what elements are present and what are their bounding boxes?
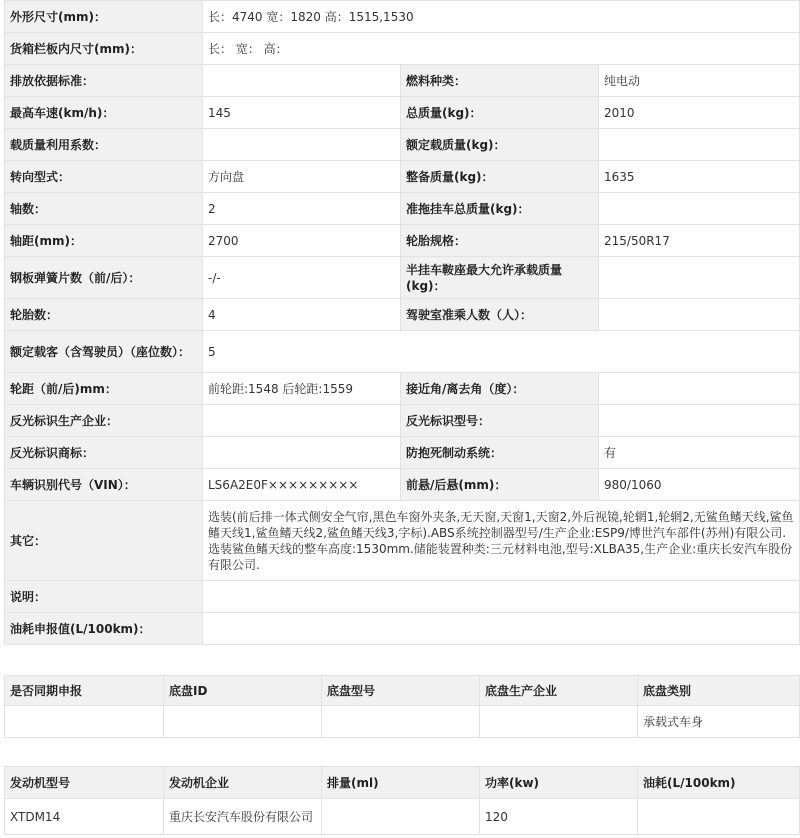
axles-label: 轴数： — [5, 193, 203, 225]
spec-row — [5, 331, 800, 373]
fuel-value: 纯电动 — [599, 65, 800, 97]
other-label: 其它： — [5, 501, 203, 581]
fuel-label: 燃料种类： — [401, 65, 599, 97]
track-value: 前轮距:1548 后轮距:1559 — [203, 373, 401, 405]
spec-row — [5, 581, 800, 613]
spec-row — [5, 501, 800, 581]
curb-mass-label: 整备质量(kg)： — [401, 161, 599, 193]
consumption-value — [203, 613, 800, 645]
steering-label: 转向型式： — [5, 161, 203, 193]
note-label: 说明： — [5, 581, 203, 613]
chassis-cell — [5, 706, 164, 738]
chassis-header: 底盘生产企业 — [480, 676, 638, 706]
seats-value: 5 — [203, 331, 800, 373]
engine-cell: 120 — [480, 799, 638, 835]
tire-label: 轮胎规格： — [401, 225, 599, 257]
cab-label: 驾驶室准乘人数（人）： — [401, 299, 599, 331]
engine-header: 排量(ml) — [322, 767, 480, 799]
chassis-header: 底盘型号 — [322, 676, 480, 706]
engine-header: 发动机型号 — [5, 767, 164, 799]
dims-label: 外形尺寸(mm)： — [5, 1, 203, 33]
curb-mass-value: 1635 — [599, 161, 800, 193]
engine-header: 发动机企业 — [164, 767, 322, 799]
spec-row — [5, 299, 800, 331]
engine-header-row — [5, 767, 800, 799]
chassis-header: 底盘ID — [164, 676, 322, 706]
refl-maker-value — [203, 405, 401, 437]
consumption-label: 油耗申报值(L/100km)： — [5, 613, 203, 645]
overhang-value: 980/1060 — [599, 469, 800, 501]
trailer-mass-value — [599, 193, 800, 225]
dims-value: 长：4740 宽：1820 高：1515,1530 — [203, 1, 800, 33]
total-mass-label: 总质量(kg)： — [401, 97, 599, 129]
vin-value: LS6A2E0F××××××××× — [203, 469, 401, 501]
chassis-table — [4, 675, 800, 738]
refl-brand-label: 反光标识商标： — [5, 437, 203, 469]
angle-label: 接近角/离去角（度）： — [401, 373, 599, 405]
wheelbase-label: 轴距(mm)： — [5, 225, 203, 257]
engine-cell: XTDM14 — [5, 799, 164, 835]
total-mass-value: 2010 — [599, 97, 800, 129]
speed-value: 145 — [203, 97, 401, 129]
chassis-cell — [480, 706, 638, 738]
spec-row — [5, 161, 800, 193]
seats-label: 额定载客（含驾驶员）（座位数）： — [5, 331, 203, 373]
vin-label: 车辆识别代号（VIN）： — [5, 469, 203, 501]
spec-row — [5, 193, 800, 225]
other-value: 选装(前后排一体式侧安全气帘,黑色车窗外夹条,无天窗,天窗1,天窗2,外后视镜,轮辋1,轮辋2,无鲨鱼鳍天线,鲨鱼鳍天线1,鲨鱼鳍天线2,鲨鱼鳍天线3,字标).ABS系统控制器型号/生产企业:ESP9/博世汽车部件(苏州)有限公司.选装鲨鱼鳍天线的整车高度:1530mm.储能装置种类:三元材料电池,型号:XLBA35,生产企业:重庆长安汽车股份有限公司. — [203, 501, 800, 581]
spec-row — [5, 97, 800, 129]
spec-row — [5, 225, 800, 257]
engine-header: 油耗(L/100km) — [638, 767, 800, 799]
load-util-value — [203, 129, 401, 161]
refl-maker-label: 反光标识生产企业： — [5, 405, 203, 437]
cargo-value: 长： 宽： 高： — [203, 33, 800, 65]
spec-row — [5, 1, 800, 33]
angle-value — [599, 373, 800, 405]
refl-brand-value — [203, 437, 401, 469]
chassis-cell — [322, 706, 480, 738]
abs-value: 有 — [599, 437, 800, 469]
table-row — [5, 706, 800, 738]
table-row — [5, 799, 800, 835]
spring-value: -/- — [203, 257, 401, 299]
axles-value: 2 — [203, 193, 401, 225]
spec-row — [5, 373, 800, 405]
spec-row — [5, 257, 800, 299]
chassis-header: 是否同期申报 — [5, 676, 164, 706]
abs-label: 防抱死制动系统： — [401, 437, 599, 469]
spring-label: 钢板弹簧片数（前/后）： — [5, 257, 203, 299]
engine-cell: 重庆长安汽车股份有限公司 — [164, 799, 322, 835]
spec-row — [5, 613, 800, 645]
spec-row — [5, 129, 800, 161]
tires-label: 轮胎数： — [5, 299, 203, 331]
cargo-label: 货箱栏板内尺寸(mm)： — [5, 33, 203, 65]
track-label: 轮距（前/后)mm： — [5, 373, 203, 405]
spec-row — [5, 469, 800, 501]
chassis-header-row — [5, 676, 800, 706]
spec-row — [5, 405, 800, 437]
chassis-header: 底盘类别 — [638, 676, 800, 706]
refl-model-value — [599, 405, 800, 437]
refl-model-label: 反光标识型号： — [401, 405, 599, 437]
rated-load-value — [599, 129, 800, 161]
tire-value: 215/50R17 — [599, 225, 800, 257]
wheelbase-value: 2700 — [203, 225, 401, 257]
spec-row — [5, 437, 800, 469]
emission-value — [203, 65, 401, 97]
rated-load-label: 额定载质量(kg)： — [401, 129, 599, 161]
chassis-cell: 承载式车身 — [638, 706, 800, 738]
trailer-mass-label: 准拖挂车总质量(kg)： — [401, 193, 599, 225]
overhang-label: 前悬/后悬(mm)： — [401, 469, 599, 501]
note-value — [203, 581, 800, 613]
spec-row — [5, 33, 800, 65]
tires-value: 4 — [203, 299, 401, 331]
cab-value — [599, 299, 800, 331]
emission-label: 排放依据标准： — [5, 65, 203, 97]
steering-value: 方向盘 — [203, 161, 401, 193]
saddle-label: 半挂车鞍座最大允许承载质量(kg)： — [401, 257, 599, 299]
engine-table — [4, 766, 800, 835]
load-util-label: 载质量利用系数： — [5, 129, 203, 161]
saddle-value — [599, 257, 800, 299]
engine-header: 功率(kw) — [480, 767, 638, 799]
engine-cell — [322, 799, 480, 835]
vehicle-spec-table — [4, 0, 800, 645]
chassis-cell — [164, 706, 322, 738]
spec-row — [5, 65, 800, 97]
speed-label: 最高车速(km/h)： — [5, 97, 203, 129]
engine-cell — [638, 799, 800, 835]
